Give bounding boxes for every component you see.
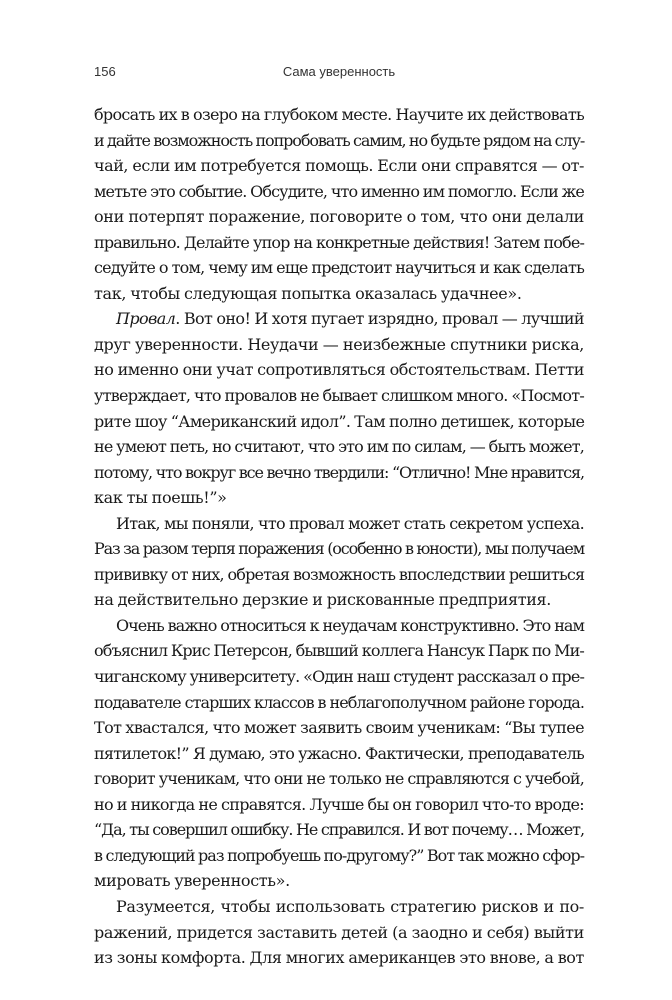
text-line: правильно. Делайте упор на конкретные действия! Затем побе- bbox=[94, 232, 584, 252]
text-line: чиганскому университету. «Один наш студент рассказал о пре- bbox=[94, 667, 584, 687]
text-line: из зоны комфорта. Для многих американцев это внове, а вот bbox=[94, 948, 584, 968]
text-line: но и никогда не справятся. Лучше бы он говорил что-то вроде: bbox=[94, 794, 584, 814]
page-header bbox=[94, 64, 584, 84]
text-line: седуйте о том, чему им еще предстоит научиться и как сделать bbox=[94, 258, 584, 278]
paragraph bbox=[94, 894, 584, 971]
text-line: и дайте возможность попробовать самим, но будьте рядом на слу- bbox=[94, 130, 585, 150]
text-line: не умеют петь, но считают, что это им по силам, — быть может, bbox=[94, 437, 584, 457]
text-line: рите шоу “Американский идол”. Там полно детишек, которые bbox=[94, 411, 585, 431]
body-text bbox=[94, 102, 584, 971]
text-line: прививку от них, обретая возможность впоследствии решиться bbox=[94, 564, 585, 584]
text-line: пятилеток!” Я думаю, это ужасно. Фактически, преподаватель bbox=[94, 743, 584, 763]
text-line: мировать уверенность». bbox=[94, 871, 290, 891]
text-line: они потерпят поражение, поговорите о том, что они делали bbox=[94, 207, 584, 227]
text-line: в следующий раз попробуешь по-другому?” Вот так можно сфор- bbox=[94, 845, 584, 865]
text-line: чай, если им потребуется помощь. Если они справятся — от- bbox=[94, 156, 584, 176]
text-line: утверждает, что провалов не бывает слишком много. «Посмот- bbox=[94, 386, 584, 406]
text-line: Разумеется, чтобы использовать стратегию рисков и по- bbox=[116, 896, 584, 916]
italic-lead: Провал bbox=[116, 309, 176, 329]
text-line: друг уверенности. Неудачи — неизбежные спутники риска, bbox=[94, 334, 584, 354]
text-line: так, чтобы следующая попытка оказалась удачнее». bbox=[94, 283, 522, 303]
text-line: Очень важно относиться к неудачам конструктивно. Это нам bbox=[116, 615, 584, 635]
text-line: ражений, придется заставить детей (а заодно и себя) выйти bbox=[94, 922, 584, 942]
text-line: бросать их в озеро на глубоком месте. Научите их действовать bbox=[94, 105, 584, 124]
text-line: метьте это событие. Обсудите, что именно им помогло. Если же bbox=[94, 181, 584, 201]
paragraph bbox=[94, 613, 584, 894]
text-line: “Да, ты совершил ошибку. Не справился. И вот почему… Может, bbox=[94, 820, 584, 840]
text-line: Итак, мы поняли, что провал может стать секретом успеха. bbox=[116, 513, 584, 533]
text-line: Раз за разом терпя поражения (особенно в юности), мы получаем bbox=[94, 539, 584, 559]
text-line: объяснил Крис Петерсон, бывший коллега Нансук Парк по Ми- bbox=[94, 641, 584, 661]
text-line bbox=[94, 306, 584, 332]
text-line: подавателе старших классов в неблагополучном районе города. bbox=[94, 692, 584, 712]
paragraph bbox=[94, 306, 584, 510]
paragraph bbox=[94, 102, 584, 306]
text-line: как ты поешь!”» bbox=[94, 488, 227, 508]
page-number: 156 bbox=[94, 64, 116, 79]
text-line: потому, что вокруг все вечно твердили: “Отлично! Мне нравится, bbox=[94, 462, 584, 482]
text-run: . Вот оно! И хотя пугает изрядно, провал — лучший bbox=[175, 309, 584, 329]
text-line: но именно они учат сопротивляться обстоятельствам. Петти bbox=[94, 360, 584, 380]
text-line: Тот хвастался, что может заявить своим ученикам: “Вы тупее bbox=[94, 718, 584, 738]
paragraph bbox=[94, 511, 584, 613]
running-head: Сама уверенность bbox=[282, 64, 396, 79]
text-line: говорит ученикам, что они не только не справляются с учебой, bbox=[94, 769, 584, 789]
text-line: на действительно дерзкие и рискованные предприятия. bbox=[94, 590, 551, 610]
